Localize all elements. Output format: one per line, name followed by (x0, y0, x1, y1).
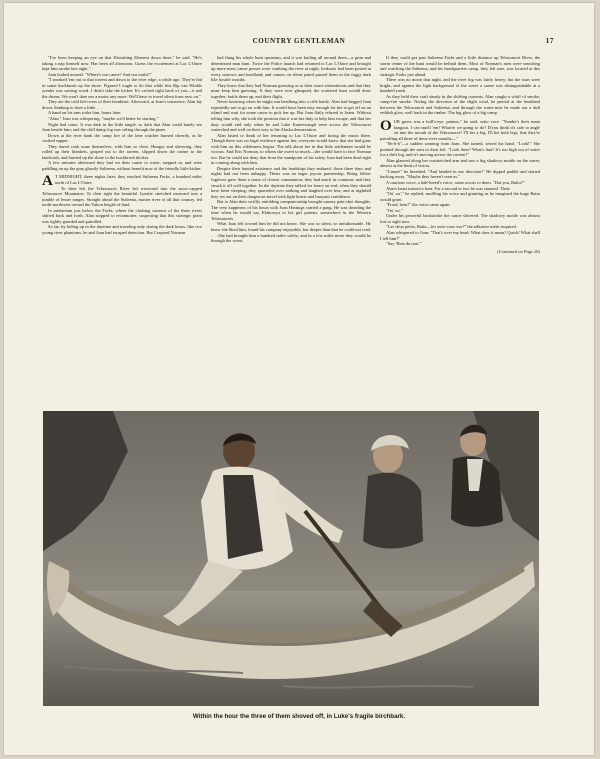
paragraph: "I've been keeping an eye on that Disturbing Element down there," he said. "He's taking a nap himself now. Has been all afternoon. Guess the excitement at Lac L'Outre kept him awake last night." (42, 55, 202, 72)
paragraph: As they held their craft steady in the shifting currents, Alan caught a whiff of smoke, camp-fire smoke. Noting the direction of the slight wind, he peered at the headland between the Teluwaucet and Sulteena; and through the water-mist he made out a dull reddish glow, well back in the timber. The big glow of a big camp. (380, 93, 540, 116)
paragraph: They knew that they had Norman guessing as to their exact whereabouts and that they must keep him guessing. If they were ever glimpsed, the scattered hunt would draw together, bottle them up, end their flight. (211, 82, 371, 99)
paragraph: Alan whispered to Joan: "That's over my head. What does it mean? Quick! What shall I tell him?" (380, 229, 540, 241)
paragraph: What Joan felt toward him he did not know. She was so silent, so unfathomable. He knew she liked him, found his company enjoyable; but deeper than that he could not read. . . . She had brought him a hundred miles safely; and in a few miles more they would be through the worst. (211, 221, 371, 244)
text-column-2 (211, 55, 371, 405)
section-lead: UR guess was a bull's-eye, partner," he said, sotto voce. "Yonder's their main hangout. I can smell 'em! What're we going to do? D'you think it's safe to angle on into the mouth of the Teluwaucet? I'll bet a leg, I'll bet both legs, that they're patrolling all three of these river mouths—" (380, 119, 540, 141)
paragraph: In midstream just below the Forks, where the clashing currents of the three rivers shifted back and forth, Alan stopped to reconnoiter, suspecting that this strategic point was tightly guarded and patrolled. (42, 207, 202, 224)
paragraph: So far, by holing up in the daytime and traveling only during the dark hours, like two young river phantoms, he and Joan had escaped detection. But Corporal Norman (42, 224, 202, 235)
paragraph: A hand on his arm woke him, hours later. (48, 110, 122, 116)
paragraph: "Say 'Rien du tout.'" (386, 241, 423, 247)
paragraph: "Ou' ou'." (386, 207, 404, 213)
page-number: 17 (545, 37, 554, 45)
paragraph: Despite their hunted existence and the hardships they endured, those three days and nights had not been unhappy. Theirs was an eager joyous partnership. Being fellow fugitives gave them a sense of closest communion; they had much in common; and they struck it off well together. In the daytime they talked for hours on end, when they should have been sleeping; they quarreled over nothing and laughed over less; and at nightfall they set out on their dangerous travel with light hearts and buoyant confidence. (211, 165, 371, 199)
page-header (4, 37, 594, 49)
paragraph: Never knowing when he might run headlong into a rifle battle, Alan had begged Joan repeatedly not to go on with him. It would have been easy enough for her to get off on an island and wait for some canoe to pick her up. But Joan flatly refused to listen. Without telling him why, she took the position that it was her duty to help him escape, and that her duty would end only when he and Luke Kaneewaugh were across the Teluwaucet watershed and well on their way to the Alaska demarcation. (211, 99, 371, 133)
paragraph: Alan's heart missed a beat. For a second or two he was stunned. Then: (386, 185, 511, 191)
paragraph: "Alan," Joan was whispering, "maybe we'd better be starting." (48, 116, 159, 122)
paragraph: "Froid, hein?" the voice came again. (386, 202, 451, 208)
paragraph: If they could get past Sulteena Forks and a little distance up Teluwaucet River, the storm center of the hunt would be behind them. Most of Norman's men were searching and watching the Sulteena; and his headquarters camp, they felt sure, was located at this strategic Forks just ahead. (380, 55, 540, 77)
canoe-painting (43, 411, 539, 706)
paragraph: had flung his whole hunt upstream, and it was boiling all around them—a grim and determined man hunt. Twice the Police launch had returned to Lac L'Outre and brought up more men; canoe posses were combing the river at night; lookouts had been posted at every narrows and headland; and canoes on silent patrol passed them in the foggy dark like hostile wraiths. (211, 55, 371, 83)
paragraph: They ate the cold left-overs of their breakfast. Afterward, at Joan's insistence, Alan lay down, thinking to doze a little. . . . (42, 99, 202, 110)
paragraph: There was no moon that night, and the river fog was fairly heavy; but the stars were bright, and against the light background of the water a canoe was distinguishable at a hundred yards. (380, 77, 540, 94)
illustration-canoe (43, 411, 539, 706)
paragraph: But to Alan their swiftly unfolding companionship brought uneasy pain-shot thoughts. The very happiness of his hours with Joan Hastings carried a pang. He was dreading the time when he would say Klahowya to his girl partner, somewhere in the Western Teluwaucets. (211, 199, 371, 221)
paragraph: A cautious voice, a half-breed's voice, came across to them. "Dat you, Battu?" (386, 180, 525, 186)
paragraph: Under his powerful backstroke the canoe shivered. The shadowy mottle was almost lost to sight now. (380, 213, 540, 224)
paragraph: "Les deux petits, Battu—les avez-vous vue?" the talkative métis inquired. (386, 224, 517, 230)
paragraph: Joan looked around. "Where's our canoe? And our outfit?" (48, 71, 152, 77)
paragraph: "I sneaked 'em out to that torrent and down to the river edge, a while ago. They're hid in some buckbrush up the shore. Figured I ought to do that while this Rip van Winkle yonder was sawing wood. I didn't take the kicker. It's cached right back of you—it and the drums. We won't dare use a motor any more. We'll have to travel silent from now on." (42, 77, 202, 99)
paragraph: Down at the river bank the camp fire of the lone watcher burned cheerily, as he cooked supper. (42, 132, 202, 144)
section-start (42, 173, 202, 190)
magazine-page (4, 3, 594, 755)
paragraph: Night had come. It was dark in the little tangle, so dark that Alan could barely see Joan beside him; and the chill damp fog was sifting through the pines. (42, 121, 202, 133)
paragraph: They dared cook none themselves, with him so close. Hungry and shivering, they rolled up their blankets, groped out to the torrent, slipped down the ravine to the landwash, and hurried up the shore to the buckbrush thicket. (42, 143, 202, 160)
paragraph: "Ou' ou'," he replied, muffling his voice and grunting as he imagined the huge Battu would grunt. (380, 191, 540, 202)
paragraph: "Canoe!" he breathed. "And headed in our direction!" He dipped paddle and started backing away. "Maybe they haven't seen us." (380, 168, 540, 180)
section-start (380, 119, 540, 141)
paragraph: A few minutes afterward they had set their canoe to water, stepped in, and were paddling on up the gray ghostly Sulteena, without benefit now of the friendly little kicker. (42, 160, 202, 171)
text-column-1 (42, 55, 202, 405)
drop-cap: O (380, 118, 392, 135)
section-lead: T MIDNIGHT, three nights later, they reached Sulteena Forks, a hundred miles north of Lac L'Outre. (54, 174, 202, 186)
paragraph: Alan lusted to think of her returning to Lac L'Outre and facing the music there. Though there was no legal evidence against her, everyone would know that she had gone with him on this wilderness hegira. The talk about her in that little settlement would be vicious. And Eric Norman, to whom she owed so much—she would have to face Norman too. But he could not deny that from the standpoint of his safety Joan had been dead right in coming along with him. (211, 132, 371, 166)
continued-note: (Continued on Page 26) (497, 248, 540, 254)
woman-body (363, 473, 423, 549)
text-column-3 (380, 55, 540, 405)
paragraph: "Sh-h-h"—a sudden warning from Joan. She turned, seized his hand. "Look!" She pointed through the mist to their left. "Look there! What's that? It's too high out of water for a drift log, and it's moving across the current!" (380, 141, 540, 158)
magazine-title: COUNTRY GENTLEMAN (252, 37, 346, 45)
illustration-caption: Within the hour the three of them shoved off, in Luke's fragile birchbark. (192, 713, 406, 720)
paragraph: Alan glanced along her outstretched arm and saw a big shadowy mottle on the water, almost at the limit of vision. (380, 157, 540, 169)
drop-cap: A (42, 173, 53, 190)
paragraph: To their left the Teluwaucet River led westward into the snow-capped Teluwaucet Mountains. To their right the beautiful Lynette stretched eastward into a jumble of lesser ranges. Straight ahead the Sulteena, master river of all that country, led north-northwest toward the Yukon height-of-land. (42, 185, 202, 208)
